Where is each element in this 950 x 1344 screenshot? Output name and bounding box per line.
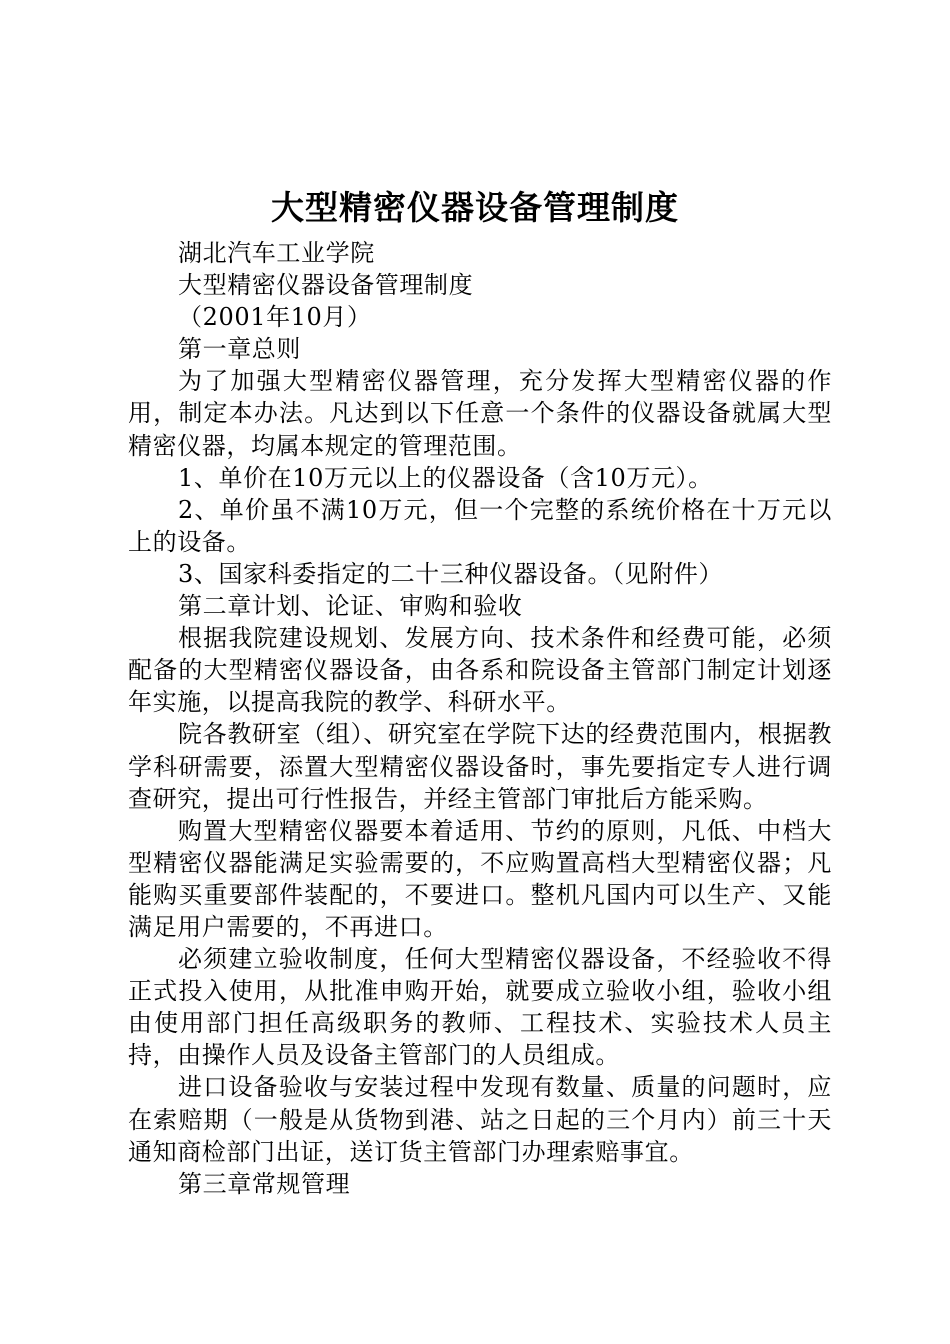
chapter-3-heading: 第三章常规管理 — [178, 1169, 351, 1198]
paragraph: 2、单价虽不满10万元，但一个完整的系统价格在十万元以上的设备。 — [128, 495, 832, 556]
paragraph: 1、单价在10万元以上的仪器设备（含10万元）。 — [178, 463, 713, 492]
paragraph: 3、国家科委指定的二十三种仪器设备。（见附件） — [178, 559, 724, 588]
institution-name: 湖北汽车工业学院 — [178, 239, 375, 267]
paragraph: 必须建立验收制度，任何大型精密仪器设备，不经验收不得正式投入使用，从批准申购开始，就要成立验收小组，验收小组由使用部门担任高级职务的教师、工程技术、实验技术人员主持，由操作人员及设备主管部门的人员组成。 — [128, 945, 832, 1070]
paragraph: 为了加强大型精密仪器管理，充分发挥大型精密仪器的作用，制定本办法。凡达到以下任意一个条件的仪器设备就属大型精密仪器，均属本规定的管理范围。 — [128, 367, 832, 460]
paragraph: 购置大型精密仪器要本着适用、节约的原则，凡低、中档大型精密仪器能满足实验需要的，不应购置高档大型精密仪器；凡能购买重要部件装配的，不要进口。整机凡国内可以生产、又能满足用户需要的，不再进口。 — [128, 816, 832, 941]
document-body — [128, 237, 832, 1200]
chapter-2-heading: 第二章计划、论证、审购和验收 — [178, 592, 523, 621]
document-date: （2001年10月） — [178, 303, 372, 332]
paragraph: 进口设备验收与安装过程中发现有数量、质量的问题时，应在索赔期（一般是从货物到港、站之日起的三个月内）前三十天通知商检部门出证，送订货主管部门办理索赔事宜。 — [128, 1073, 832, 1166]
chapter-1-heading: 第一章总则 — [178, 335, 301, 364]
paragraph: 院各教研室（组）、研究室在学院下达的经费范围内，根据教学科研需要，添置大型精密仪器设备时，事先要指定专人进行调查研究，提出可行性报告，并经主管部门审批后方能采购。 — [128, 720, 832, 813]
paragraph: 根据我院建设规划、发展方向、技术条件和经费可能，必须配备的大型精密仪器设备，由各系和院设备主管部门制定计划逐年实施，以提高我院的教学、科研水平。 — [128, 624, 832, 717]
document-subtitle: 大型精密仪器设备管理制度 — [178, 271, 474, 300]
document-title: 大型精密仪器设备管理制度 — [271, 188, 679, 227]
